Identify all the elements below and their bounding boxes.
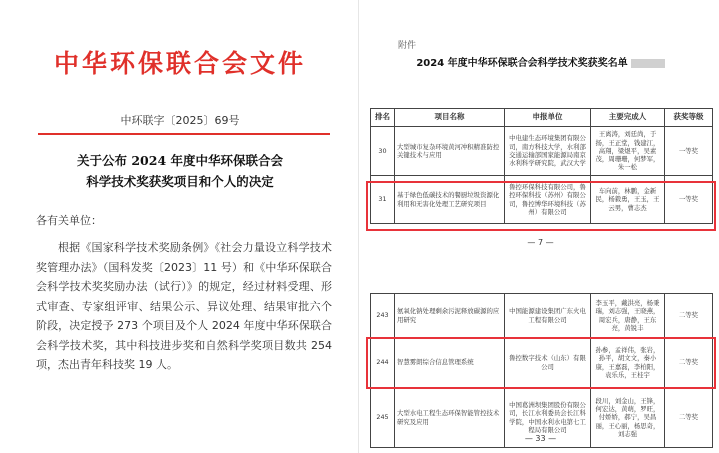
- project-cell: 大型水电工程生态环保智能管控技术研究及应用: [395, 388, 505, 448]
- header-unit: 申报单位: [505, 109, 591, 127]
- table-row: [371, 127, 713, 176]
- project-cell: 智慧雾朗综合信息管理系统: [395, 338, 505, 388]
- unit-cell: 鲁控环保科技有限公司，鲁控环保科技（苏州）有限公司，鲁控博华环境科技（苏州）有限公司: [505, 176, 591, 224]
- unit-cell: 鲁控数字技术（山东）有限公司: [505, 338, 591, 388]
- header-grade: 获奖等级: [665, 109, 713, 127]
- rank-cell: 243: [371, 294, 395, 338]
- header-people: 主要完成人: [591, 109, 665, 127]
- award-list-title: [362, 54, 719, 69]
- people-cell: 孙参，孟祥伟，张岩，孙平，胡文文，秦小康，王嘉磊，李柏阳，袁乐乐，王桂宇: [591, 338, 665, 388]
- people-cell: 段川，刘金山，王锋，何宏达，黄萌，罗旺，付娇娇，郝宁，吴昌丽，王心丽，杨思奇，刘志强: [591, 388, 665, 448]
- attachment-label: 附件: [398, 41, 417, 51]
- body-paragraph: 根据《国家科学技术奖励条例》《社会力量设立科学技术奖管理办法》（国科发奖〔2023〕11 号）和《中华环保联合会科学技术奖奖励办法（试行）》的规定，经过材料受理、形式审查、专家组评审、结果公示、异议处理、结果审批六个阶段，决定授予 273 个项目及个人 2024 年度中华环保联合会科学技术奖，其中科技进步奖和自然科学奖项目数共 254 项，杰出青年科技奖 19 人。: [36, 241, 332, 371]
- project-cell: 大型城市复杂环境黄河冲积精准防控关键技术与应用: [395, 127, 505, 176]
- header-rank: 排名: [371, 109, 395, 127]
- header-project: 项目名称: [395, 109, 505, 127]
- grade-cell: 二等奖: [665, 388, 713, 448]
- award-list-title-text: 2024 年度中华环保联合会科学技术奖获奖名单: [416, 58, 628, 69]
- table-header-row: [371, 109, 713, 127]
- document-header: 中华环保联合会文件: [53, 49, 306, 78]
- title-line-2: 科学技术奖获奖项目和个人的决定: [86, 174, 274, 189]
- rank-cell: 31: [371, 176, 395, 224]
- grade-cell: 二等奖: [665, 338, 713, 388]
- table-row: [371, 294, 713, 338]
- grade-cell: 一等奖: [665, 176, 713, 224]
- document-number: 中环联字〔2025〕69号: [120, 114, 240, 127]
- highlight-box-row-244: [366, 337, 716, 389]
- grade-cell: 二等奖: [665, 294, 713, 338]
- highlight-box-row-31: [366, 181, 716, 231]
- rank-cell: 30: [371, 127, 395, 176]
- people-cell: 车向前，林鹏，金新民，杨毅勇，王玉，王云男，曹志杰: [591, 176, 665, 224]
- page-divider: [358, 0, 359, 453]
- project-cell: 氨氧化钠处理剩余污泥释放碳源的应用研究: [395, 294, 505, 338]
- page-number-bottom: — 33 —: [524, 434, 557, 443]
- addressee: 各有关单位：: [36, 214, 102, 227]
- grade-cell: 一等奖: [665, 127, 713, 176]
- unit-cell: 中国能源建设集团广东火电工程有限公司: [505, 294, 591, 338]
- rank-cell: 245: [371, 388, 395, 448]
- unit-cell: 中电建生态环境集团有限公司，南方科技大学，水利部交通运输部国家能源局南京水利科学研究院，武汉大学: [505, 127, 591, 176]
- redacted-block: [631, 59, 665, 68]
- project-cell: 基于绿色低碳技术的餐厨垃圾资源化利用和无害化处理工艺研究项目: [395, 176, 505, 224]
- rank-cell: 244: [371, 338, 395, 388]
- red-divider-line: [38, 133, 330, 135]
- unit-cell: 中国葛洲坝集团股份有限公司，长江水利委员会长江科学院，中国水利水电第七工程局有限公司: [505, 388, 591, 448]
- title-line-1: 关于公布 2024 年度中华环保联合会: [77, 153, 283, 168]
- people-cell: 王离涛，刘廷尚，于扬，王正堂，钱建江，高翔，梁煜平，吴素茂，周珊珊，何梦军，朱一松: [591, 127, 665, 176]
- people-cell: 李玉平，戴洪亮，杨秉瑞，刘志强，王晓燕，周宏兵，唐静，王东亮，黄锐丰: [591, 294, 665, 338]
- page-number-top: — 7 —: [527, 238, 554, 247]
- document-title: [20, 150, 340, 192]
- right-document-page: [362, 0, 719, 453]
